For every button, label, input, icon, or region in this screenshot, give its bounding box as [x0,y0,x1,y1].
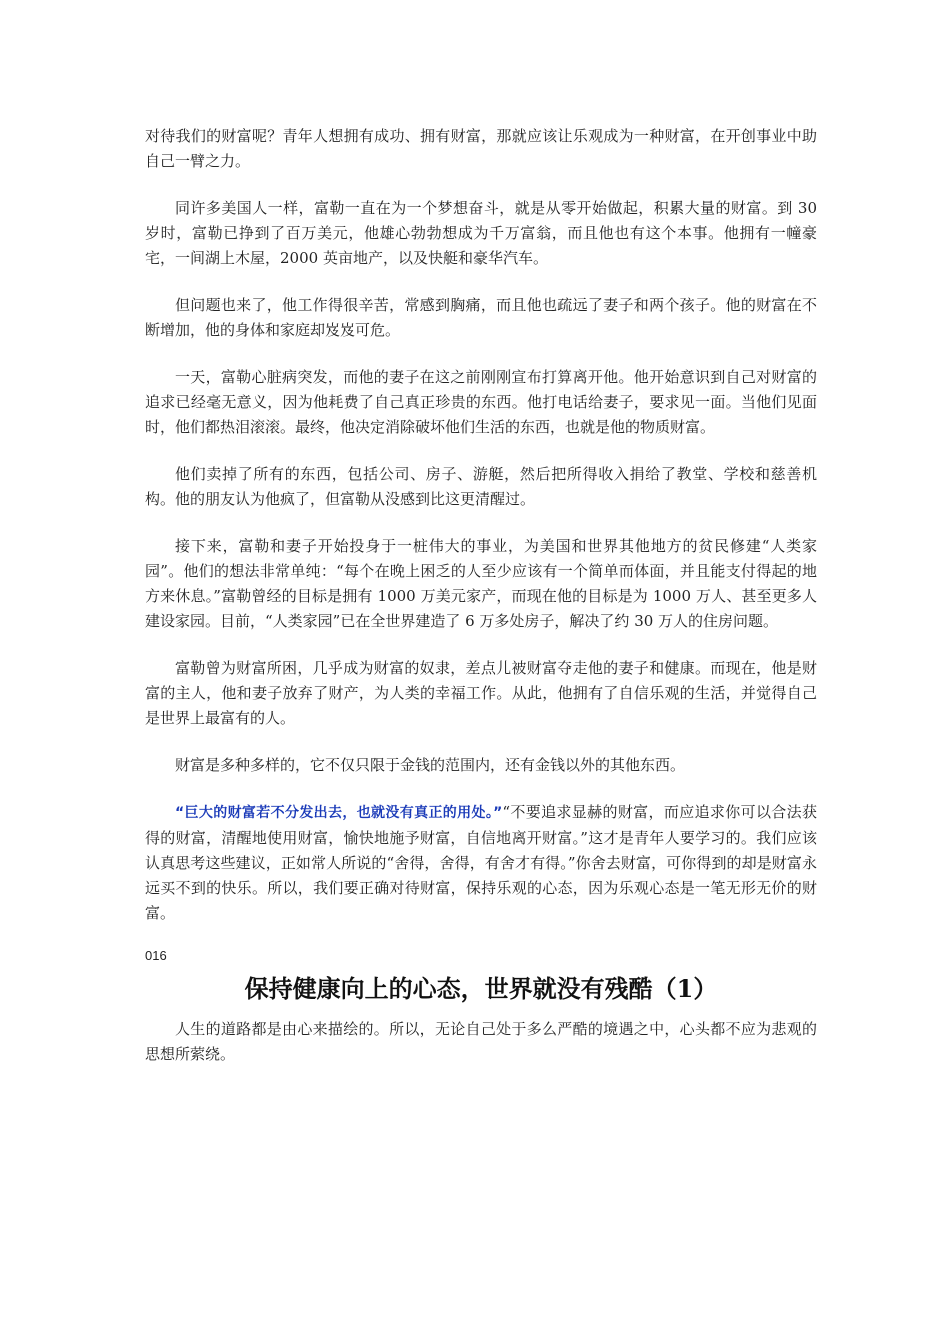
section-title: 保持健康向上的心态，世界就没有残酷（1） [244,974,718,1003]
section-first-paragraph: 人生的道路都是由心来描绘的。所以，无论自己处于多么严酷的境遇之中，心头都不应为悲观的思想所萦绕。 [145,1020,817,1063]
paragraph-3: 但问题也来了，他工作得很辛苦，常感到胸痛，而且他也疏远了妻子和两个孩子。他的财富在不断增加，他的身体和家庭却岌岌可危。 [145,296,817,339]
highlighted-quote: “巨大的财富若不分发出去，也就没有真正的用处。” [175,805,503,821]
paragraph-5: 他们卖掉了所有的东西，包括公司、房子、游艇，然后把所得收入捐给了教堂、学校和慈善机构。他的朋友认为他疯了，但富勒从没感到比这更清醒过。 [145,465,817,508]
page-content [145,124,817,1089]
paragraph-6: 接下来，富勒和妻子开始投身于一桩伟大的事业，为美国和世界其他地方的贫民修建“人类家园”。他们的想法非常单纯：“每个在晚上困乏的人至少应该有一个简单而体面，并且能支付得起的地方来休息。”富勒曾经的目标是拥有 1000 万美元家产，而现在他的目标是为 1000 万人、甚至更多人建设家园。目前，“人类家园”已在全世界建造了 6 万多处房子，解决了约 30 万人的住房问题。 [145,537,817,630]
quote-paragraph [145,800,817,926]
section-number: 016 [145,948,167,963]
paragraph-7: 富勒曾为财富所困，几乎成为财富的奴隶，差点儿被财富夺走他的妻子和健康。而现在，他是财富的主人，他和妻子放弃了财产，为人类的幸福工作。从此，他拥有了自信乐观的生活，并觉得自己是世界上最富有的人。 [145,659,817,727]
paragraph-4: 一天，富勒心脏病突发，而他的妻子在这之前刚刚宣布打算离开他。他开始意识到自己对财富的追求已经毫无意义，因为他耗费了自己真正珍贵的东西。他打电话给妻子，要求见一面。当他们见面时，他们都热泪滚滚。最终，他决定消除破坏他们生活的东西，也就是他的物质财富。 [145,368,817,436]
paragraph-1: 对待我们的财富呢？青年人想拥有成功、拥有财富，那就应该让乐观成为一种财富，在开创事业中助自己一臂之力。 [145,127,817,170]
paragraph-2: 同许多美国人一样，富勒一直在为一个梦想奋斗，就是从零开始做起，积累大量的财富。到 30 岁时，富勒已挣到了百万美元，他雄心勃勃想成为千万富翁，而且他也有这个本事。他拥有一幢豪宅，一间湖上木屋，2000 英亩地产，以及快艇和豪华汽车。 [145,199,817,267]
quote-paragraph-rest: “不要追求显赫的财富，而应追求你可以合法获得的财富，清醒地使用财富，愉快地施予财富，自信地离开财富。”这才是青年人要学习的。我们应该认真思考这些建议，正如常人所说的“舍得，舍得，有舍才有得。”你舍去财富，可你得到的却是财富永远买不到的快乐。所以，我们要正确对待财富，保持乐观的心态，因为乐观心态是一笔无形无价的财富。 [145,803,818,922]
paragraph-8: 财富是多种多样的，它不仅只限于金钱的范围内，还有金钱以外的其他东西。 [175,756,686,774]
